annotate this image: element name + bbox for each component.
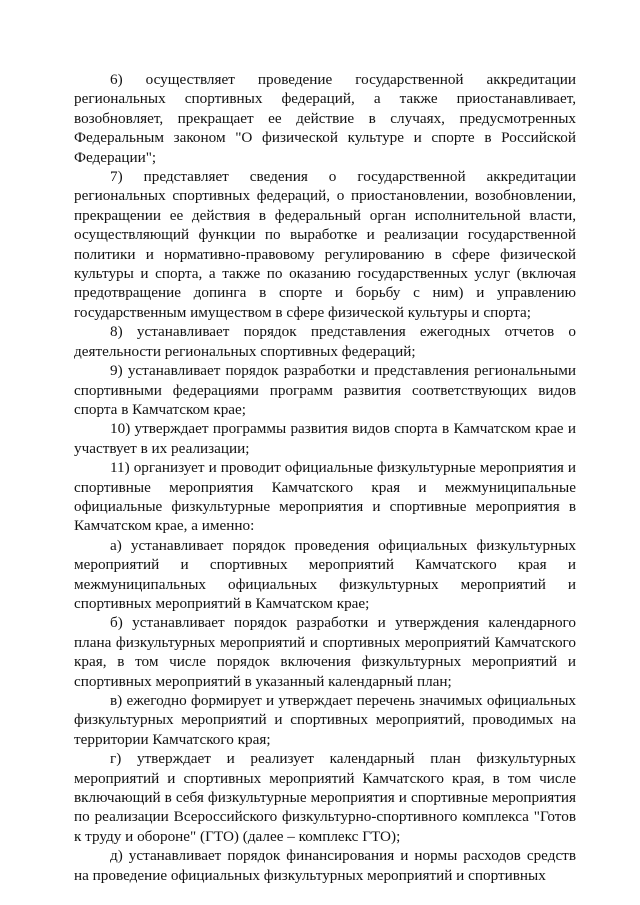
paragraph-subitem-v: в) ежегодно формирует и утверждает перечень значимых официальных физкультурных мероприятий и спортивных мероприятий, проводимых на территории Камчатского края; (74, 692, 576, 748)
paragraph-subitem-a: а) устанавливает порядок проведения официальных физкультурных мероприятий и спортивных мероприятий Камчатского края и межмуниципальных официальных физкультурных мероприятий и спортивных мероприятий в Камчатском крае; (74, 536, 576, 612)
paragraph-item-8: 8) устанавливает порядок представления ежегодных отчетов о деятельности региональных спортивных федераций; (74, 323, 576, 360)
paragraph-subitem-d: д) устанавливает порядок финансирования и нормы расходов средств на проведение официальных физкультурных мероприятий и спортивных (74, 847, 576, 884)
paragraph-item-11: 11) организует и проводит официальные физкультурные мероприятия и спортивные мероприятия Камчатского края и межмуниципальные официальные физкультурные мероприятия и спортивные мероприятия в Камчатском крае, а именно: (74, 459, 576, 535)
paragraph-subitem-g: г) утверждает и реализует календарный план физкультурных мероприятий и спортивных мероприятий Камчатского края, в том числе включающий в себя физкультурные мероприятия и спортивные мероприятия по реализации Всероссийского физкультурно-спортивного комплекса "Готов к труду и обороне" (ГТО) (далее – комплекс ГТО); (74, 750, 576, 845)
paragraph-item-7: 7) представляет сведения о государственной аккредитации региональных спортивных федераций, о приостановлении, возобновлении, прекращении ее действия в федеральный орган исполнительной власти, осуществляющий функции по выработке и реализации государственной политики и нормативно-правовому регулированию в сфере физической культуры и спорта, а также по оказанию государственных услуг (включая предотвращение допинга в спорте и борьбу с ним) и управлению государственным имуществом в сфере физической культуры и спорта; (74, 168, 576, 321)
paragraph-subitem-b: б) устанавливает порядок разработки и утверждения календарного плана физкультурных мероприятий и спортивных мероприятий Камчатского края, в том числе порядок включения физкультурных мероприятий и спортивных мероприятий в указанный календарный план; (74, 614, 576, 690)
paragraph-item-10: 10) утверждает программы развития видов спорта в Камчатском крае и участвует в их реализации; (74, 420, 576, 457)
paragraph-item-9: 9) устанавливает порядок разработки и представления региональными спортивными федерациями программ развития соответствующих видов спорта в Камчатском крае; (74, 362, 576, 418)
paragraph-item-6: 6) осуществляет проведение государственной аккредитации региональных спортивных федераций, а также приостанавливает, возобновляет, прекращает ее действие в случаях, предусмотренных Федеральным законом "О физической культуре и спорте в Российской Федерации"; (74, 71, 576, 166)
document-page (74, 70, 576, 885)
